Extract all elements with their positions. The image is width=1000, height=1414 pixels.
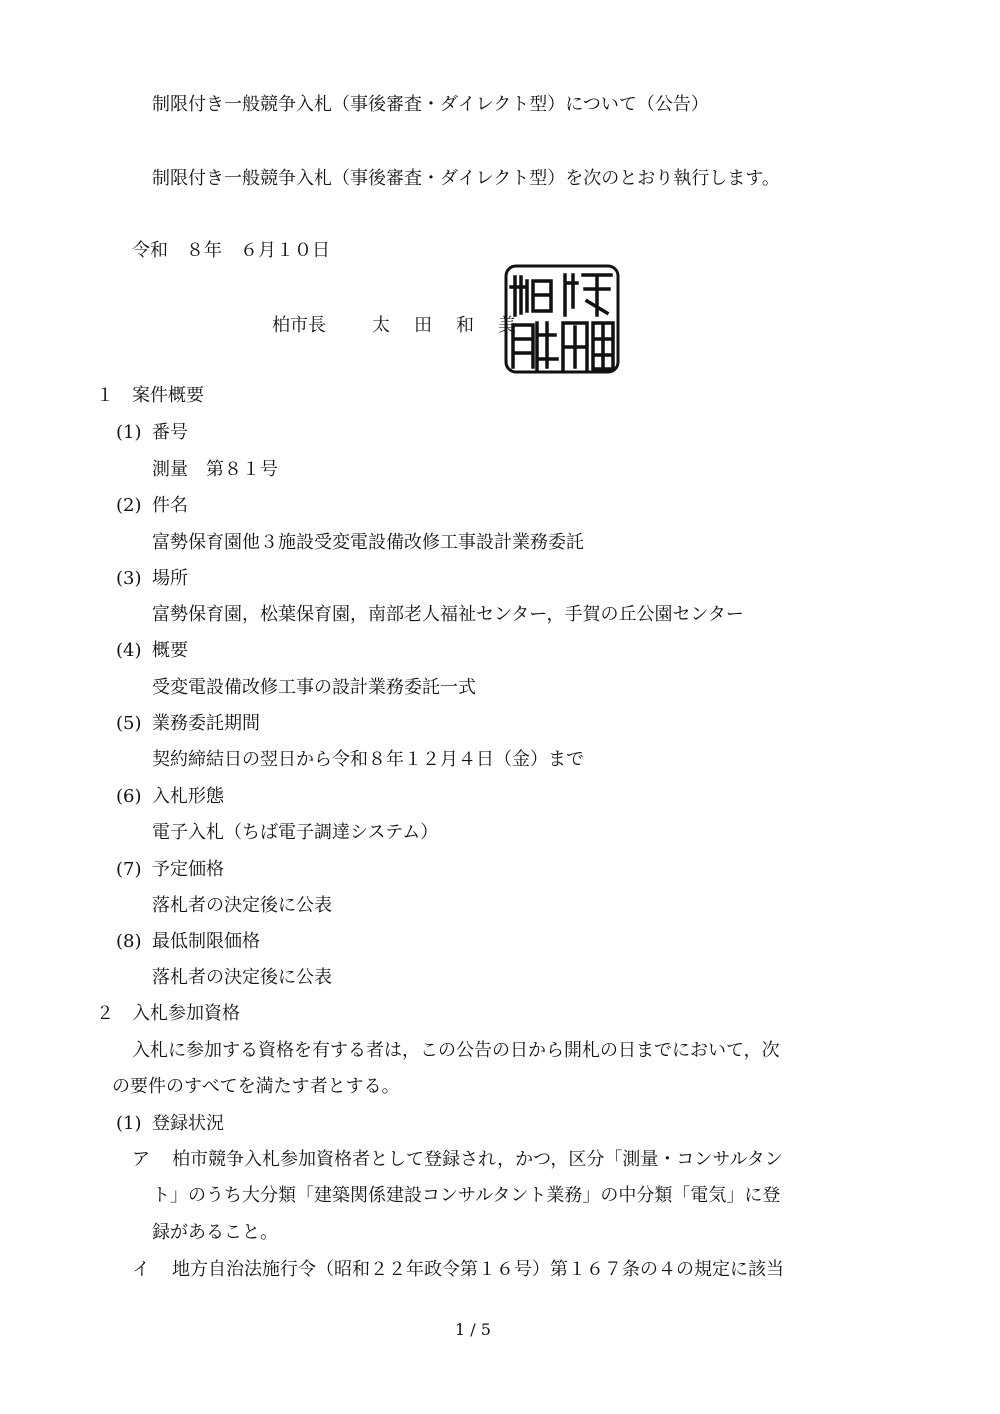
item-2-title: 件名	[152, 495, 188, 516]
item-1-value: 測量 第８１号	[152, 459, 278, 480]
item-2-value: 富勢保育園他３施設受変電設備改修工事設計業務委託	[152, 532, 584, 553]
item-a-line-3: 録があること。	[152, 1222, 278, 1243]
item-3-value: 富勢保育園，松葉保育園，南部老人福祉センター，手賀の丘公園センター	[152, 604, 744, 625]
item-5-label: (5)	[116, 713, 142, 734]
item-7-label: (7)	[116, 859, 142, 880]
item-6-value: 電子入札（ちば電子調達システム）	[152, 822, 439, 843]
item-8-label: (8)	[116, 931, 142, 952]
document-title: 制限付き一般競争入札（事後審査・ダイレクト型）について（公告）	[152, 94, 709, 115]
item-7-value: 落札者の決定後に公表	[152, 895, 332, 916]
item-a-line-2: ト」のうち大分類「建築関係建設コンサルタント業務」の中分類「電気」に登	[152, 1185, 781, 1206]
item-a-line-1: 柏市競争入札参加資格者として登録され，かつ，区分「測量・コンサルタン	[172, 1149, 783, 1170]
item-5-title: 業務委託期間	[152, 713, 260, 734]
item-4-value: 受変電設備改修工事の設計業務委託一式	[152, 677, 476, 698]
item-4-title: 概要	[152, 640, 188, 661]
section-2-intro-line-2: の要件のすべてを満たす者とする。	[112, 1076, 400, 1097]
item-3-label: (3)	[116, 568, 142, 589]
item-3-title: 場所	[152, 568, 188, 589]
item-4-label: (4)	[116, 640, 142, 661]
item-i-label: イ	[132, 1259, 150, 1280]
item-a-label: ア	[132, 1149, 150, 1170]
item-5-value: 契約締結日の翌日から令和８年１２月４日（金）まで	[152, 749, 584, 770]
item-i-line-1: 地方自治法施行令（昭和２２年政令第１６号）第１６７条の４の規定に該当	[172, 1259, 784, 1280]
item-7-title: 予定価格	[152, 859, 224, 880]
issuer-position: 柏市長	[272, 315, 326, 336]
section-2-heading: ２ 入札参加資格	[96, 1003, 240, 1024]
item-8-value: 落札者の決定後に公表	[152, 967, 332, 988]
item-6-label: (6)	[116, 786, 142, 807]
issue-date: 令和 ８年 ６月１０日	[132, 240, 330, 261]
item-2-label: (2)	[116, 495, 142, 516]
intro-text: 制限付き一般競争入札（事後審査・ダイレクト型）を次のとおり執行します。	[152, 168, 780, 189]
sub-1-title: 登録状況	[152, 1113, 224, 1134]
item-1-title: 番号	[152, 422, 188, 443]
section-2-intro-line-1: 入札に参加する資格を有する者は，この公告の日から開札の日までにおいて，次	[132, 1040, 780, 1061]
issuer-name: 太 田 和 美	[372, 315, 519, 336]
official-seal	[503, 263, 621, 375]
item-6-title: 入札形態	[152, 786, 224, 807]
item-1-label: (1)	[116, 422, 142, 443]
sub-1-label: (1)	[116, 1113, 142, 1134]
item-8-title: 最低制限価格	[152, 931, 260, 952]
page-number: 1 / 5	[455, 1320, 491, 1339]
section-1-heading: １ 案件概要	[96, 385, 204, 406]
